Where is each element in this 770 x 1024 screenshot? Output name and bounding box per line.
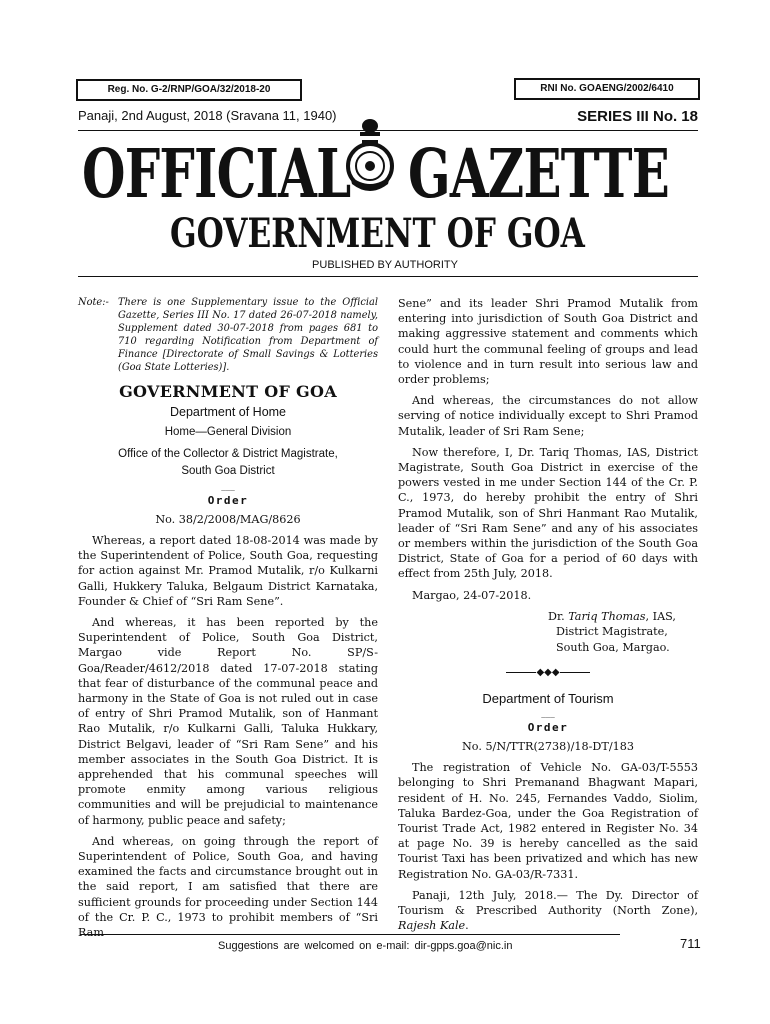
- separator-dash: ___: [541, 707, 555, 718]
- office-line-2: South Goa District: [181, 464, 275, 477]
- order-paragraph: Now therefore, I, Dr. Tariq Thomas, IAS, District Magistrate, South Goa District in exercise of the powers vested in me under Section 144 of the Cr. P. C., 1973, do hereby prohibit the entry of Shri Pramod Mutalik, son of Shri Hanmant Rao Mutalik, leader of “Sri Ram Sene” and any of his associates or members within the jurisdiction of the South Goa District, State of Goa for a period of 60 days with effect from 25th July, 2018.: [398, 445, 698, 581]
- order-paragraph-continued: Sene” and its leader Shri Pramod Mutalik from entering into jurisdiction of South Goa District and making aggressive statement and comments which could hurt the communal feeling of groups and lead to violence and in turn result into serious law and order problems;: [398, 297, 698, 387]
- order-paragraph: And whereas, it has been reported by the Superintendent of Police, South Goa District, Margao vide Report No. SP/S-Goa/Reader/4612/2018 dated 17-07-2018 stating that fear of disturbance of the communal peace and harmony in the State of Goa is not ruled out in case of entry of Shri Pramod Mutalik, son of Hanmant Rao Mutalik, r/o Kulkarni Galli, Taluka Hukkary, District Belgavi, leader of “Sri Ram Sene” and his member associates in the South Goa District. It is apprehended that his communal speeches will promote enmity among various religious communities and will be prejudicial to maintenance of harmony, public peace and safety;: [78, 616, 378, 827]
- left-column: [78, 296, 378, 940]
- tourism-order-paragraph: The registration of Vehicle No. GA-03/T-5553 belonging to Shri Premanand Bhagwant Mapari, resident of H. No. 245, Fernandes Vaddo, Siolim, Taluka Bardez-Goa, under the Goa Registration of Tourist Trade Act, 1982 entered in Register No. 34 at page No. 39 is hereby cancelled as the said Tourist Taxi has been privatized and which has new Registration No. GA-03/R-7331.: [398, 761, 698, 881]
- section-divider: [398, 665, 698, 680]
- published-by-authority: PUBLISHED BY AUTHORITY: [312, 259, 458, 271]
- series-number: SERIES III No. 18: [577, 108, 698, 125]
- tourism-order-closing: Panaji, 12th July, 2018.— The Dy. Director of Tourism & Prescribed Authority (North Zone), Rajesh Kale.: [398, 888, 698, 933]
- footer-rule: [80, 934, 620, 935]
- sig-suffix: , IAS,: [645, 609, 676, 623]
- registration-number: Reg. No. G-2/RNP/GOA/32/2018-20: [76, 79, 302, 101]
- order-label: Order: [527, 720, 569, 734]
- state-emblem-icon: [338, 114, 402, 202]
- signatory-title: District Magistrate,: [556, 625, 668, 639]
- order-paragraph: And whereas, the circumstances do not allow serving of notice individually except to Shri Pramod Mutalik, leader of Sri Ram Sene;: [398, 394, 698, 438]
- issue-date: Panaji, 2nd August, 2018 (Sravana 11, 1940): [78, 108, 337, 123]
- note-label: Note:-: [78, 297, 109, 308]
- masthead-rule: [78, 276, 698, 277]
- signatory-name: Tariq Thomas: [568, 609, 646, 623]
- supplement-note: [78, 296, 378, 374]
- sig-prefix: Dr.: [548, 609, 569, 623]
- section-heading: GOVERNMENT OF GOA: [119, 382, 337, 401]
- signature-block: [398, 609, 698, 656]
- note-text: There is one Supplementary issue to the Official Gazette, Series III No. 17 dated 26-07-2018 namely, Supplement dated 30-07-2018 from pages 681 to 710 regarding Notification from Department of Finance [Directorate of Small Savings & Lotteries (Goa State Lotteries)].: [118, 297, 378, 373]
- department-home: Department of Home: [169, 405, 287, 420]
- diamond-icon: ◆◆◆: [536, 667, 560, 679]
- closing-name: Rajesh Kale: [398, 919, 466, 933]
- order-paragraph: Whereas, a report dated 18-08-2014 was made by the Superintendent of Police, South Goa, requesting for action against Mr. Pramod Mutalik, r/o Kulkarni Galli, Hukkery Taluka, Belgaum District Karnataka, Founder & Chief of “Sri Ram Sene”.: [78, 534, 378, 608]
- masthead-subtitle: GOVERNMENT OF GOA: [170, 210, 585, 257]
- department-tourism: Department of Tourism: [482, 690, 614, 706]
- order-date: Margao, 24-07-2018.: [412, 588, 532, 602]
- order-number: No. 5/N/TTR(2738)/18-DT/183: [462, 739, 634, 753]
- page-number: 711: [680, 936, 701, 951]
- masthead-gazette: GAZETTE: [408, 134, 669, 214]
- office-line-1: Office of the Collector & District Magistrate,: [118, 447, 338, 460]
- right-column: [398, 296, 698, 939]
- order-label: Order: [207, 493, 249, 507]
- division-name: Home—General Division: [164, 426, 292, 439]
- order-number: No. 38/2/2008/MAG/8626: [155, 512, 301, 526]
- footer-suggestions: Suggestions are welcomed on e-mail: dir-gpps.goa@nic.in: [218, 940, 513, 952]
- order-paragraph: And whereas, on going through the report of Superintendent of Police, South Goa, and having examined the facts and circumstance brought out in the said report, I am satisfied that there are sufficient grounds for proceeding under Section 144 of the Cr. P. C., 1973 to prohibit members of “Sri Ram: [78, 834, 378, 940]
- separator-dash: ___: [221, 480, 235, 491]
- masthead-official: OFFICIAL: [82, 134, 351, 214]
- signatory-place: South Goa, Margao.: [556, 640, 670, 654]
- rni-number: RNI No. GOAENG/2002/6410: [514, 78, 700, 100]
